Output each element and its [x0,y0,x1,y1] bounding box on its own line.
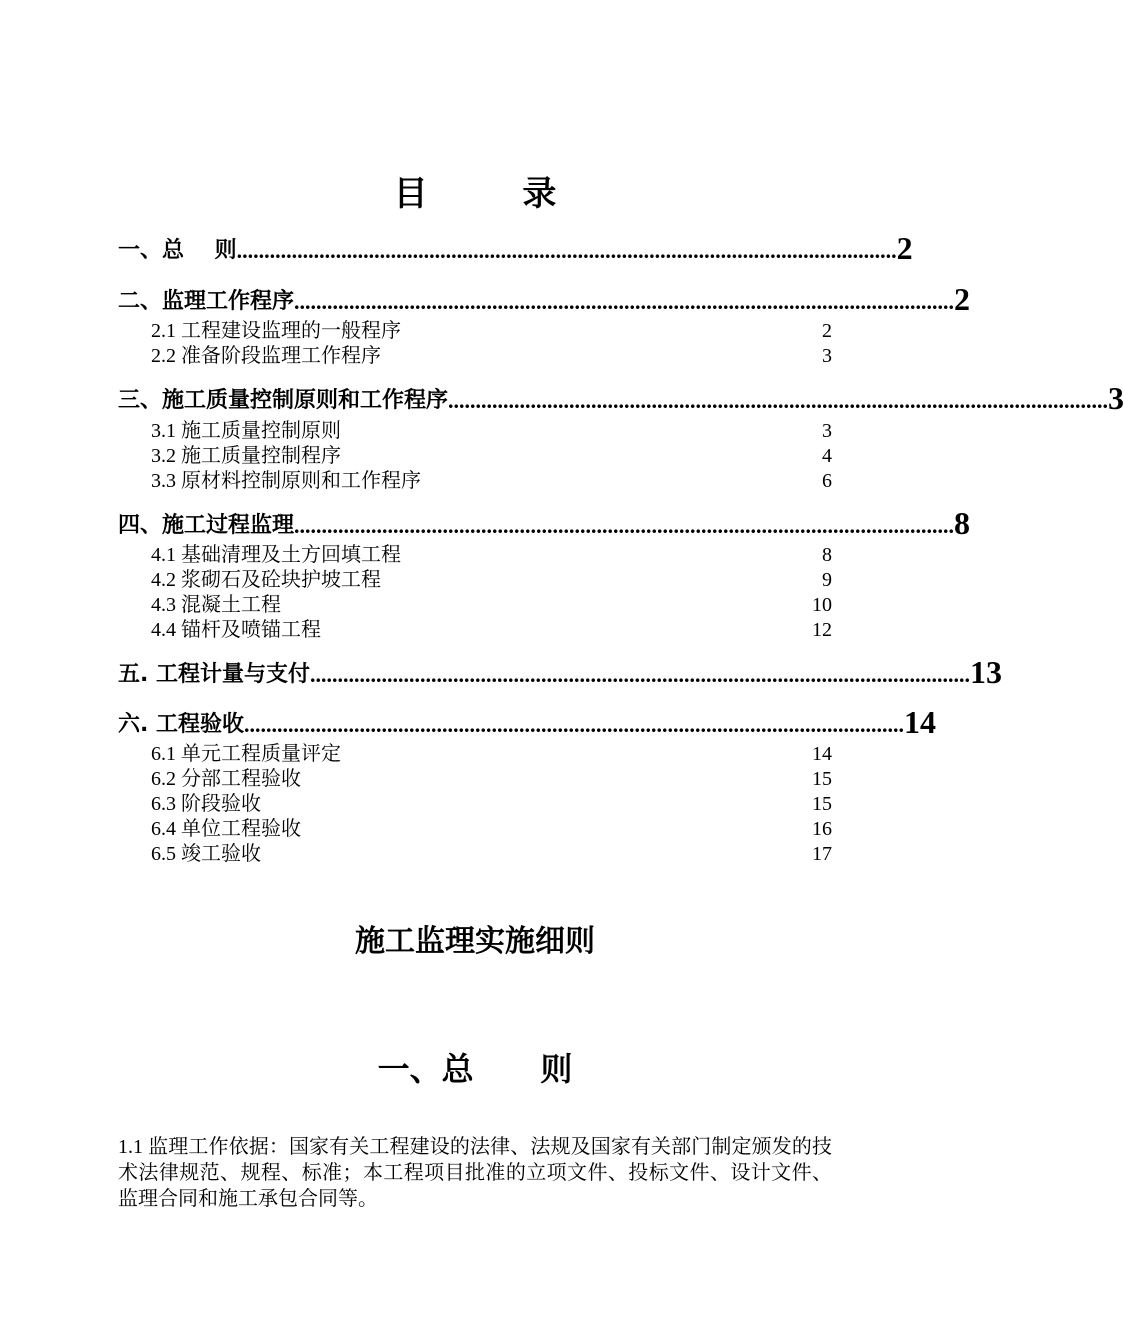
toc-entry-1[interactable] [118,226,913,266]
toc-entry-label: 三、施工质量控制原则和工作程序 [118,388,449,413]
toc-subentry-label: 3.2 施工质量控制程序 [151,445,341,467]
toc-subentry-label: 4.3 混凝土工程 [151,594,281,616]
toc-subentry-6-3[interactable] [151,792,832,817]
toc-entry-5[interactable] [118,650,1003,690]
section-heading: 一、总 则 [377,1050,573,1088]
toc-subentry-label: 2.2 准备阶段监理工作程序 [151,345,381,367]
toc-subentry-label: 6.4 单位工程验收 [151,818,301,840]
toc-leader-dots: ........................................................................................................................ [244,712,905,737]
toc-subentry-page: 17 [812,843,832,865]
body-paragraph: 1.1 监理工作依据：国家有关工程建设的法律、法规及国家有关部门制定颁发的技术法律规范、规程、标准；本工程项目批准的立项文件、投标文件、设计文件、监理合同和施工承包合同等。 [118,1136,832,1210]
toc-subentry-page: 15 [812,768,832,790]
toc-entry-page: 8 [954,505,971,541]
toc-entry-page: 2 [954,281,971,317]
toc-leader-dots: ........................................................................................................................ [294,513,955,538]
toc-subentry-3-1[interactable] [151,419,832,444]
toc-subentry-label: 4.4 锚杆及喷锚工程 [151,619,321,641]
toc-subentry-4-2[interactable] [151,568,832,593]
toc-subentry-4-1[interactable] [151,543,832,568]
toc-entry-2[interactable] [118,277,971,317]
toc-entry-page: 2 [896,230,913,266]
toc-leader-dots: ........................................................................................................................ [310,662,971,687]
toc-entry-3[interactable] [118,376,1124,416]
toc-subentry-label: 6.1 单元工程质量评定 [151,743,341,765]
toc-subentry-6-2[interactable] [151,767,832,792]
toc-subentry-label: 6.2 分部工程验收 [151,768,301,790]
toc-subentry-label: 6.3 阶段验收 [151,793,261,815]
toc-subentry-6-1[interactable] [151,742,832,767]
toc-subentry-label: 4.2 浆砌石及砼块护坡工程 [151,569,381,591]
toc-entry-page: 14 [904,704,937,740]
toc-entry-label: 五. 工程计量与支付 [118,662,311,687]
toc-leader-dots: ........................................................................................................................ [448,388,1109,413]
toc-subentry-3-2[interactable] [151,444,832,469]
toc-subentry-label: 6.5 竣工验收 [151,843,261,865]
toc-subentry-page: 2 [822,320,832,342]
toc-subentry-label: 4.1 基础清理及土方回填工程 [151,544,401,566]
toc-subentry-page: 12 [812,619,832,641]
toc-subentry-2-2[interactable] [151,344,832,369]
toc-subentry-2-1[interactable] [151,319,832,344]
toc-subentry-label: 3.1 施工质量控制原则 [151,420,341,442]
toc-subentry-page: 3 [822,345,832,367]
toc-subentry-page: 16 [812,818,832,840]
toc-subentry-page: 14 [812,743,832,765]
toc-leader-dots: ........................................................................................................................ [294,289,955,314]
toc-entry-label: 二、监理工作程序 [118,289,295,314]
toc-subentry-page: 3 [822,420,832,442]
toc-subentry-4-3[interactable] [151,593,832,618]
toc-subentry-3-3[interactable] [151,469,832,494]
toc-entry-page: 13 [970,654,1003,690]
toc-subentry-6-5[interactable] [151,842,832,867]
toc-entry-label: 四、施工过程监理 [118,513,295,538]
toc-subentry-4-4[interactable] [151,618,832,643]
toc-subentry-page: 4 [822,445,832,467]
document-title: 施工监理实施细则 [355,924,595,959]
toc-subentry-page: 8 [822,544,832,566]
toc-subentry-page: 9 [822,569,832,591]
toc-subentry-page: 6 [822,470,832,492]
toc-subentry-page: 10 [812,594,832,616]
toc-title: 目 录 [393,174,557,214]
toc-entry-4[interactable] [118,501,971,541]
toc-subentry-page: 15 [812,793,832,815]
toc-entry-label: 一、总 则 [118,238,237,263]
toc-subentry-label: 3.3 原材料控制原则和工作程序 [151,470,421,492]
toc-subentry-6-4[interactable] [151,817,832,842]
toc-entry-page: 3 [1108,380,1124,416]
toc-entry-label: 六. 工程验收 [118,712,245,737]
toc-leader-dots: ........................................................................................................................ [236,238,897,263]
toc-entry-6[interactable] [118,700,937,740]
toc-subentry-label: 2.1 工程建设监理的一般程序 [151,320,401,342]
